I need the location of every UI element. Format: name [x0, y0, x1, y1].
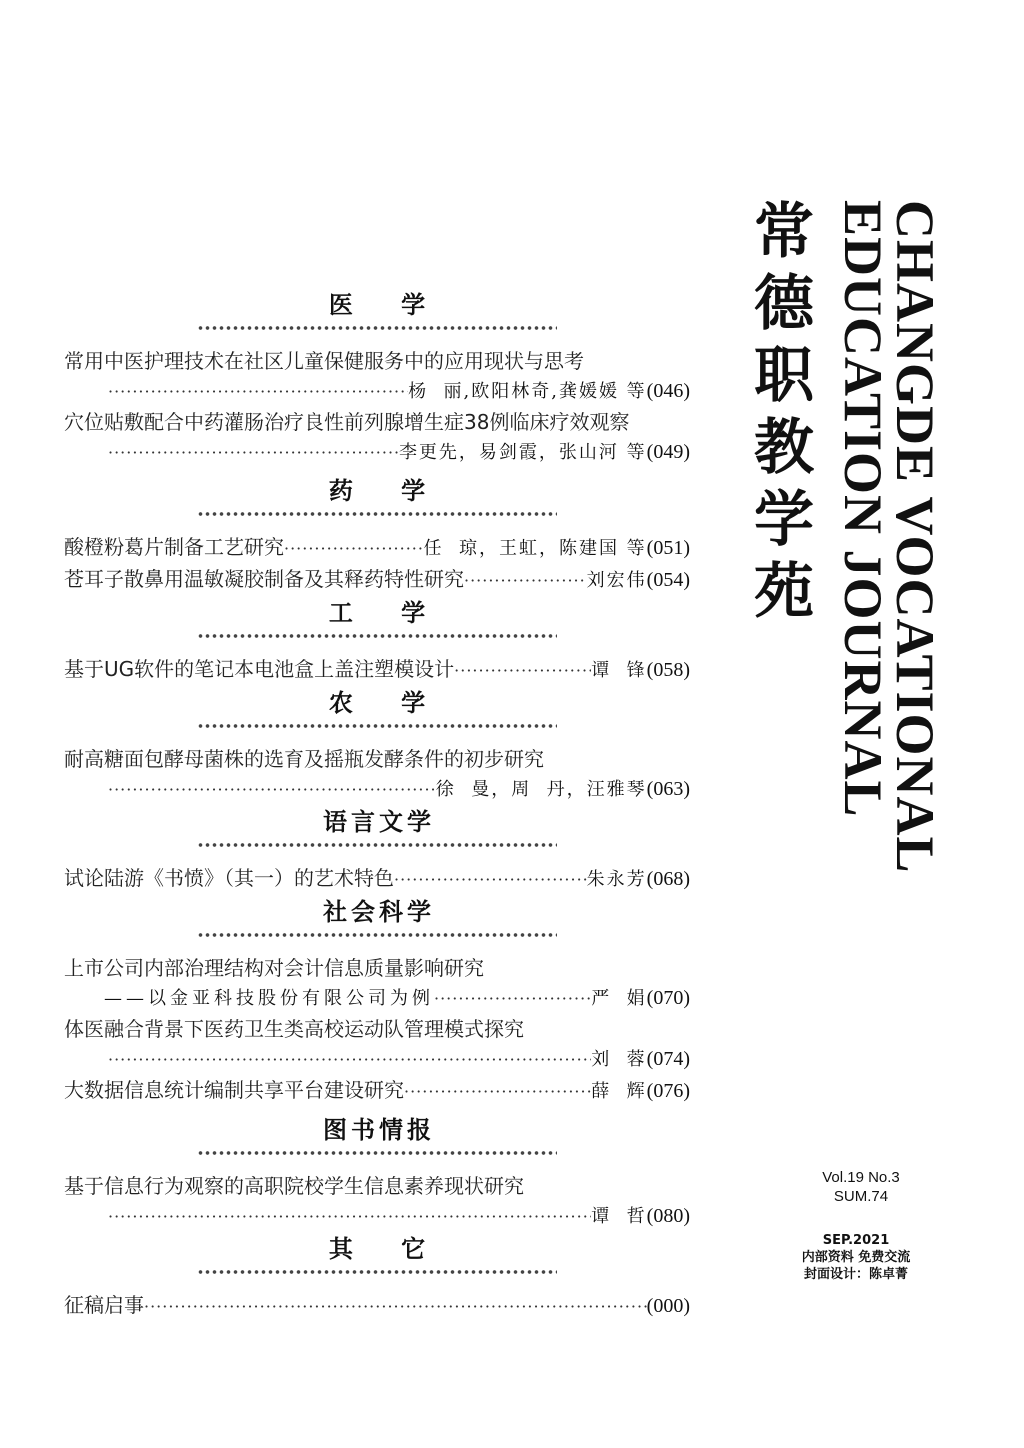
sum-number: SUM.74	[833, 1188, 889, 1205]
entry-byline	[64, 983, 690, 1014]
volume-number: Vol.19 No.3	[822, 1169, 900, 1186]
entry-author: 严 娟	[591, 988, 647, 1009]
toc-entry[interactable]	[64, 407, 690, 468]
entry-author: 朱永芳	[586, 869, 647, 890]
section-social-science	[64, 895, 690, 1107]
section-ornament-divider	[197, 931, 557, 939]
entry-title: 大数据信息统计编制共享平台建设研究	[64, 1078, 404, 1102]
entry-page: (074)	[646, 1048, 690, 1070]
section-title: 工 学	[328, 599, 446, 627]
toc-entry[interactable]	[64, 654, 690, 686]
toc-entry[interactable]	[64, 1171, 690, 1232]
entry-author: 刘 蓉	[591, 1049, 647, 1070]
toc-entry[interactable]	[64, 1014, 690, 1075]
section-title: 图书情报	[323, 1116, 435, 1144]
entry-title: 酸橙粉葛片制备工艺研究	[64, 535, 284, 559]
section-ornament-divider	[197, 324, 557, 332]
section-library-info	[64, 1113, 690, 1232]
leader-dots	[108, 775, 436, 805]
toc-entry[interactable]	[64, 564, 690, 596]
title-char: 学	[754, 485, 814, 555]
journal-chinese-title	[752, 196, 816, 628]
entry-title: 体医融合背景下医药卫生类高校运动队管理模式探究	[64, 1017, 524, 1041]
title-char: 职	[754, 341, 814, 411]
entry-page: (000)	[646, 1295, 690, 1317]
toc-entry[interactable]	[64, 863, 690, 895]
entry-page: (070)	[646, 987, 690, 1009]
entry-title: 穴位贴敷配合中药灌肠治疗良性前列腺增生症38例临床疗效观察	[64, 410, 630, 434]
section-ornament-divider	[197, 632, 557, 640]
entry-title: 上市公司内部治理结构对会计信息质量影响研究	[64, 956, 484, 980]
entry-byline	[64, 376, 690, 407]
publication-meta	[786, 1232, 926, 1283]
leader-dots	[144, 1292, 647, 1322]
entry-author: 徐 曼，周 丹，汪雅琴	[435, 779, 647, 800]
entry-author: 任 琼，王虹，陈建国 等	[423, 538, 647, 559]
journal-english-title-line1: CHANGDE VOCATIONAL	[885, 200, 945, 874]
toc-entry[interactable]	[64, 744, 690, 805]
entry-author: 薛 辉	[591, 1081, 647, 1102]
toc-entry[interactable]	[64, 532, 690, 564]
entry-byline	[64, 1044, 690, 1075]
entry-page: (076)	[646, 1080, 690, 1102]
entry-author: 李更先，易剑霞，张山河 等	[398, 442, 647, 463]
section-title: 社会科学	[323, 898, 435, 926]
section-medicine	[64, 288, 690, 468]
leader-dots	[464, 566, 587, 596]
entry-page: (063)	[646, 778, 690, 800]
entry-page: (054)	[646, 569, 690, 591]
title-char: 德	[754, 269, 814, 339]
entry-page: (068)	[646, 868, 690, 890]
leader-dots	[108, 438, 399, 468]
section-agriculture	[64, 686, 690, 805]
leader-dots	[108, 1045, 591, 1075]
leader-dots	[284, 534, 424, 564]
entry-title: 耐高糖面包酵母菌株的选育及摇瓶发酵条件的初步研究	[64, 747, 544, 771]
leader-dots	[404, 1077, 591, 1107]
entry-subtitle: ——以金亚科技股份有限公司为例	[104, 988, 434, 1009]
section-ornament-divider	[197, 841, 557, 849]
entry-title: 征稿启事	[64, 1293, 144, 1317]
section-pharmacy	[64, 474, 690, 596]
entry-page: (046)	[646, 380, 690, 402]
cover-design-credit: 封面设计：陈卓菁	[803, 1267, 908, 1282]
table-of-contents	[64, 288, 690, 1322]
toc-entry[interactable]	[64, 1075, 690, 1107]
section-ornament-divider	[197, 1268, 557, 1276]
entry-title: 常用中医护理技术在社区儿童保健服务中的应用现状与思考	[64, 349, 584, 373]
entry-author: 杨 丽,欧阳林奇,龚媛媛 等	[408, 381, 647, 402]
section-engineering	[64, 596, 690, 686]
entry-byline	[64, 774, 690, 805]
section-other	[64, 1232, 690, 1322]
leader-dots	[394, 865, 587, 895]
section-ornament-divider	[197, 1149, 557, 1157]
section-title: 医 学	[328, 291, 446, 319]
section-literature	[64, 805, 690, 895]
leader-dots	[434, 984, 591, 1014]
leader-dots	[454, 656, 591, 686]
issue-info	[806, 1168, 916, 1206]
publication-date: SEP.2021	[822, 1233, 890, 1248]
journal-english-title-line2: EDUCATION JOURNAL	[833, 200, 893, 818]
section-title: 农 学	[328, 689, 446, 717]
leader-dots	[108, 1202, 591, 1232]
entry-author: 谭 锋	[591, 660, 647, 681]
title-char: 教	[754, 413, 814, 483]
leader-dots	[108, 377, 408, 407]
entry-title: 试论陆游《书愤》（其一）的艺术特色	[64, 866, 394, 890]
title-char: 苑	[754, 557, 814, 627]
section-ornament-divider	[197, 722, 557, 730]
entry-page: (058)	[646, 659, 690, 681]
entry-page: (080)	[646, 1205, 690, 1227]
entry-author: 刘宏伟	[586, 570, 647, 591]
toc-entry[interactable]	[64, 1290, 690, 1322]
entry-title: 基于信息行为观察的高职院校学生信息素养现状研究	[64, 1174, 524, 1198]
entry-title: 苍耳子散鼻用温敏凝胶制备及其释药特性研究	[64, 567, 464, 591]
entry-byline	[64, 1201, 690, 1232]
title-char: 常	[754, 197, 814, 267]
section-title: 药 学	[328, 477, 446, 505]
toc-entry[interactable]	[64, 953, 690, 1014]
section-ornament-divider	[197, 510, 557, 518]
distribution-note: 内部资料 免费交流	[801, 1250, 911, 1265]
section-title: 其 它	[328, 1235, 446, 1263]
entry-title: 基于UG软件的笔记本电池盒上盖注塑模设计	[64, 657, 455, 681]
entry-byline	[64, 437, 690, 468]
toc-entry[interactable]	[64, 346, 690, 407]
entry-page: (051)	[646, 537, 690, 559]
entry-page: (049)	[646, 441, 690, 463]
section-title: 语言文学	[323, 808, 435, 836]
entry-author: 谭 哲	[591, 1206, 647, 1227]
